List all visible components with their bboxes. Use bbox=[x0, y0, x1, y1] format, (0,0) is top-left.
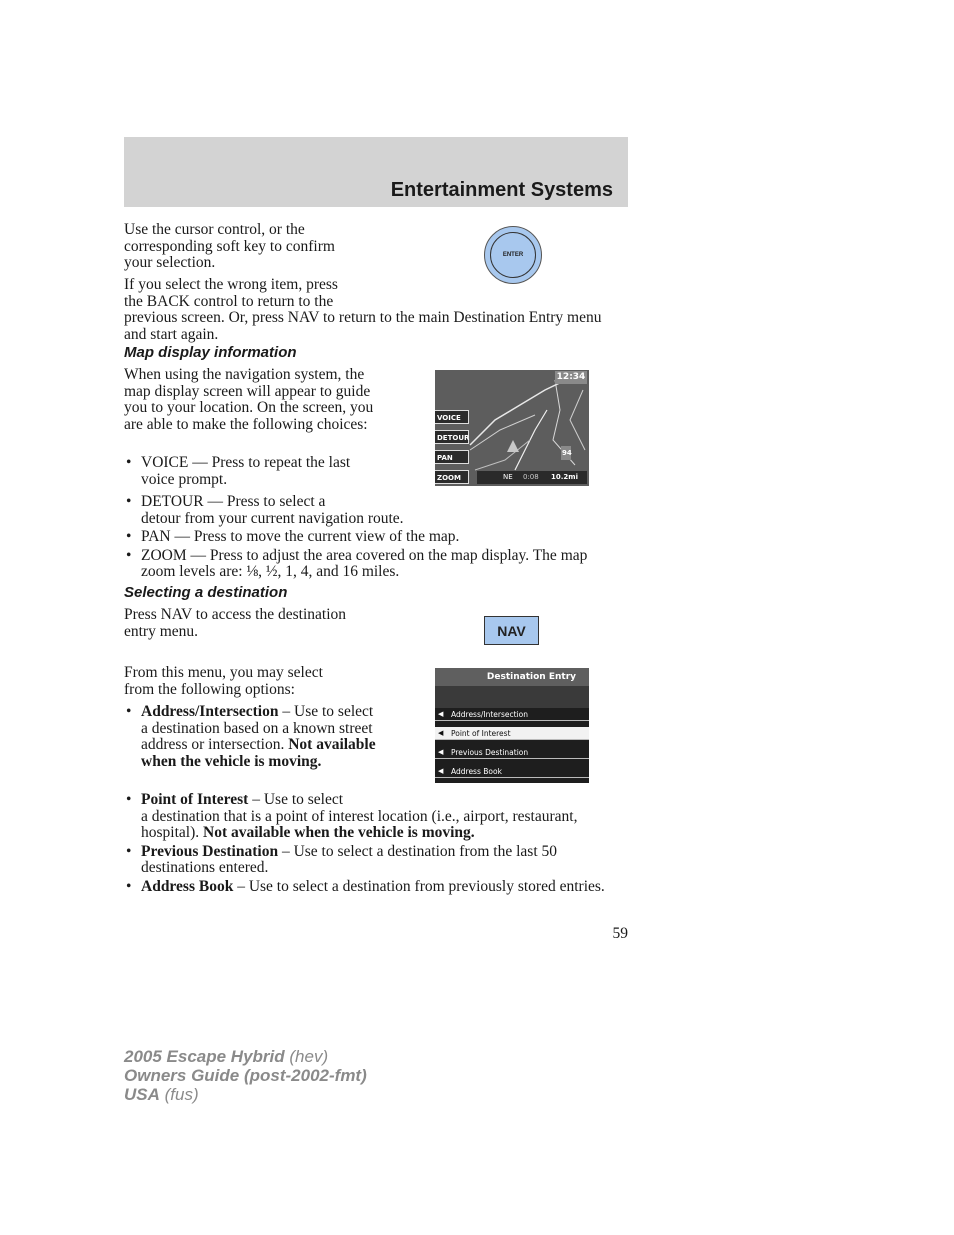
left-triangle-icon: ◀ bbox=[438, 748, 444, 756]
bullet-detour-line2: detour from your current navigation route. bbox=[141, 509, 404, 527]
options-intro-paragraph: From this menu, you may select from the following options: bbox=[124, 664, 323, 698]
enter-button-label: ENTER bbox=[490, 232, 536, 278]
footer-model: 2005 Escape Hybrid bbox=[124, 1047, 285, 1066]
map-intro-paragraph: When using the navigation system, the map display screen will appear to guide you to your location. On the screen, you are able to make the following choices: bbox=[124, 366, 374, 433]
section-header-bar bbox=[124, 137, 628, 207]
map-display-heading: Map display information bbox=[124, 344, 297, 361]
map-time-readout: 0:08 bbox=[523, 473, 539, 481]
map-pan-button[interactable]: PAN bbox=[435, 450, 469, 464]
dest-title-shade bbox=[435, 686, 589, 708]
map-status-bar bbox=[477, 471, 587, 484]
dest-item-previous-destination[interactable] bbox=[435, 746, 589, 759]
wrong-item-line: If you select the wrong item, press bbox=[124, 276, 338, 293]
footer-market: USA bbox=[124, 1085, 160, 1104]
voice-bullet-list bbox=[124, 455, 376, 488]
bullet-pan: • PAN — Press to move the current view of the map. bbox=[124, 529, 624, 546]
destination-option-list bbox=[124, 792, 624, 895]
dest-item-label: Address/Intersection bbox=[451, 710, 529, 719]
option-description: – Use to select a destination from the last 50 destinations entered. bbox=[141, 842, 558, 876]
option-term: Address Book bbox=[141, 877, 234, 895]
option-point-of-interest bbox=[124, 792, 624, 842]
dest-screen-title: Destination Entry bbox=[435, 668, 589, 686]
left-triangle-icon: ◀ bbox=[438, 767, 444, 775]
map-zoom-button[interactable]: ZOOM bbox=[435, 470, 469, 484]
map-voice-button[interactable]: VOICE bbox=[435, 410, 469, 424]
bullet-zoom: • ZOOM — Press to adjust the area covered on the map display. The map zoom levels are: ⅛, ½, 1, 4, and 16 miles. bbox=[124, 548, 624, 581]
dest-item-point-of-interest[interactable] bbox=[435, 727, 589, 740]
destination-entry-screenshot bbox=[435, 668, 589, 783]
nav-access-paragraph: Press NAV to access the destination entry menu. bbox=[124, 606, 346, 640]
left-triangle-icon: ◀ bbox=[438, 710, 444, 718]
address-option-list bbox=[124, 704, 376, 770]
option-term: Address/Intersection bbox=[141, 703, 279, 720]
footer-line bbox=[124, 1066, 367, 1085]
option-note: Not available when the vehicle is moving. bbox=[141, 736, 376, 770]
bullet-detour bbox=[124, 494, 624, 527]
option-term: Point of Interest bbox=[141, 791, 249, 808]
page-number: 59 bbox=[612, 925, 628, 942]
map-display-screenshot bbox=[435, 370, 589, 486]
map-heading-readout: NE bbox=[503, 473, 513, 481]
wrong-item-rest: previous screen. Or, press NAV to return to the main Destination Entry menu and start again. bbox=[124, 309, 602, 343]
option-note: Not available when the vehicle is moving. bbox=[203, 824, 475, 841]
option-address-book bbox=[124, 879, 624, 896]
wrong-item-line: the BACK control to return to the bbox=[124, 292, 334, 310]
dest-item-label: Point of Interest bbox=[451, 729, 511, 738]
document-footer bbox=[124, 1047, 367, 1104]
dest-item-address-intersection[interactable] bbox=[435, 708, 589, 721]
bullet-detour-line1: DETOUR — Press to select a bbox=[141, 493, 326, 510]
map-distance-readout: 10.2mi bbox=[551, 473, 578, 481]
footer-line bbox=[124, 1047, 367, 1066]
section-title: Entertainment Systems bbox=[390, 179, 613, 201]
map-clock: 12:34 bbox=[556, 372, 586, 382]
footer-model-code: (hev) bbox=[284, 1047, 329, 1066]
option-description: – Use to select bbox=[248, 791, 344, 808]
map-detour-button[interactable]: DETOUR bbox=[435, 430, 469, 444]
confirm-paragraph: Use the cursor control, or the corresponding soft key to confirm your selection. bbox=[124, 221, 335, 271]
nav-button-illustration: NAV bbox=[484, 616, 539, 645]
option-description: – Use to select a destination based on a known street address or intersection. bbox=[141, 703, 374, 753]
footer-line bbox=[124, 1085, 367, 1104]
wrong-item-paragraph bbox=[124, 277, 624, 343]
enter-button-illustration bbox=[484, 226, 542, 284]
option-previous-destination bbox=[124, 844, 624, 877]
map-bullet-list bbox=[124, 494, 624, 581]
dest-item-label: Address Book bbox=[451, 767, 502, 776]
selecting-destination-heading: Selecting a destination bbox=[124, 584, 288, 601]
left-triangle-icon: ◀ bbox=[438, 729, 444, 737]
bullet-voice: • VOICE — Press to repeat the last voice prompt. bbox=[124, 455, 376, 488]
option-address-intersection bbox=[124, 704, 376, 770]
option-term: Previous Destination bbox=[141, 842, 279, 860]
map-roads-graphic bbox=[435, 370, 589, 486]
footer-guide: Owners Guide (post-2002-fmt) bbox=[124, 1066, 367, 1085]
dest-item-address-book[interactable] bbox=[435, 765, 589, 778]
option-description: a destination that is a point of interest location (i.e., airport, restaurant, hospital). bbox=[141, 807, 578, 841]
map-route-number: 94 bbox=[562, 449, 572, 457]
dest-item-label: Previous Destination bbox=[451, 748, 529, 757]
option-description: – Use to select a destination from previously stored entries. bbox=[233, 877, 605, 895]
footer-market-code: (fus) bbox=[159, 1085, 199, 1104]
